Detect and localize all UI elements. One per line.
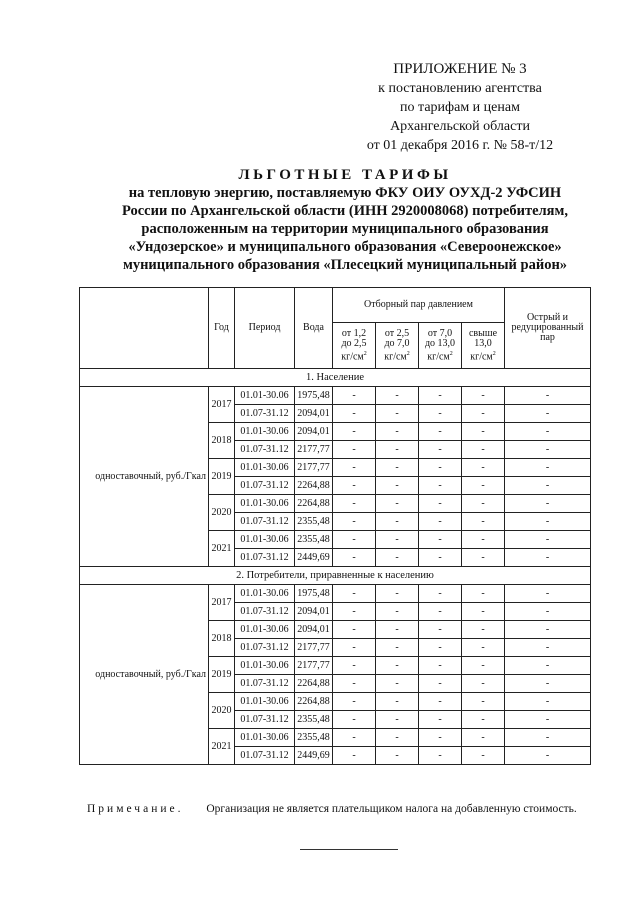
water-tariff-cell: 2264,88 [295,477,333,495]
steam-tariff-cell: - [419,657,462,675]
header-pressure-1: от 1,2 до 2,5 $кг/см^2$ [333,323,376,369]
steam-tariff-cell: - [333,513,376,531]
period-cell: 01.01-30.06 [235,693,295,711]
acute-steam-tariff-cell: - [505,747,591,765]
steam-tariff-cell: - [462,549,505,567]
steam-tariff-cell: - [376,675,419,693]
steam-tariff-cell: - [419,603,462,621]
steam-tariff-cell: - [462,729,505,747]
period-cell: 01.07-31.12 [235,441,295,459]
acute-steam-tariff-cell: - [505,585,591,603]
steam-tariff-cell: - [376,603,419,621]
period-cell: 01.01-30.06 [235,621,295,639]
period-cell: 01.01-30.06 [235,531,295,549]
year-cell: 2019 [209,459,235,495]
year-cell: 2020 [209,693,235,729]
steam-tariff-cell: - [376,441,419,459]
water-tariff-cell: 2355,48 [295,729,333,747]
steam-tariff-cell: - [376,585,419,603]
period-cell: 01.01-30.06 [235,459,295,477]
table-row [80,387,591,405]
steam-tariff-cell: - [376,495,419,513]
steam-tariff-cell: - [419,423,462,441]
steam-tariff-cell: - [333,657,376,675]
year-cell: 2021 [209,531,235,567]
acute-steam-tariff-cell: - [505,405,591,423]
period-cell: 01.07-31.12 [235,603,295,621]
appendix-date: от 01 декабря 2016 г. № 58-т/12 [366,138,554,153]
steam-tariff-cell: - [462,585,505,603]
signature-line [300,849,398,850]
header-water: Вода [295,288,333,369]
steam-tariff-cell: - [462,387,505,405]
period-cell: 01.07-31.12 [235,513,295,531]
acute-steam-tariff-cell: - [505,531,591,549]
steam-tariff-cell: - [333,603,376,621]
period-cell: 01.01-30.06 [235,387,295,405]
steam-tariff-cell: - [462,657,505,675]
steam-tariff-cell: - [462,747,505,765]
steam-tariff-cell: - [376,387,419,405]
period-cell: 01.07-31.12 [235,549,295,567]
acute-steam-tariff-cell: - [505,549,591,567]
steam-tariff-cell: - [419,459,462,477]
steam-tariff-cell: - [419,729,462,747]
section-row [80,369,591,387]
steam-tariff-cell: - [419,675,462,693]
water-tariff-cell: 2355,48 [295,711,333,729]
table-header [80,288,591,369]
steam-tariff-cell: - [462,441,505,459]
water-tariff-cell: 1975,48 [295,387,333,405]
title-line: на тепловую энергию, поставляемую ФКУ ОИУ ОУХД-2 УФСИН [128,185,562,201]
section-title: 2. Потребители, приравненные к населению [80,567,591,585]
water-tariff-cell: 2449,69 [295,747,333,765]
water-tariff-cell: 2094,01 [295,405,333,423]
water-tariff-cell: 2449,69 [295,549,333,567]
acute-steam-tariff-cell: - [505,639,591,657]
steam-tariff-cell: - [419,639,462,657]
water-tariff-cell: 2094,01 [295,603,333,621]
steam-tariff-cell: - [376,549,419,567]
steam-tariff-cell: - [333,405,376,423]
steam-tariff-cell: - [419,711,462,729]
steam-tariff-cell: - [419,747,462,765]
water-tariff-cell: 2264,88 [295,675,333,693]
steam-tariff-cell: - [419,495,462,513]
steam-tariff-cell: - [376,405,419,423]
acute-steam-tariff-cell: - [505,711,591,729]
period-cell: 01.07-31.12 [235,711,295,729]
steam-tariff-cell: - [376,639,419,657]
water-tariff-cell: 2094,01 [295,423,333,441]
steam-tariff-cell: - [333,675,376,693]
title-line: расположенным на территории муниципального образования [141,221,549,237]
title-line: России по Архангельской области (ИНН 2920008068) потребителям, [121,203,568,219]
steam-tariff-cell: - [376,423,419,441]
period-cell: 01.01-30.06 [235,495,295,513]
water-tariff-cell: 2177,77 [295,639,333,657]
steam-tariff-cell: - [462,711,505,729]
steam-tariff-cell: - [462,639,505,657]
note [87,803,577,815]
water-tariff-cell: 2355,48 [295,513,333,531]
acute-steam-tariff-cell: - [505,675,591,693]
steam-tariff-cell: - [376,459,419,477]
table-body [80,369,591,765]
header-steam: Отборный пар давлением [333,288,505,323]
steam-tariff-cell: - [333,693,376,711]
section-row [80,567,591,585]
steam-tariff-cell: - [376,729,419,747]
steam-tariff-cell: - [462,423,505,441]
steam-tariff-cell: - [419,387,462,405]
steam-tariff-cell: - [462,495,505,513]
period-cell: 01.07-31.12 [235,675,295,693]
period-cell: 01.01-30.06 [235,585,295,603]
title-main: ЛЬГОТНЫЕ ТАРИФЫ [238,167,452,183]
steam-tariff-cell: - [376,477,419,495]
steam-tariff-cell: - [419,441,462,459]
acute-steam-tariff-cell: - [505,657,591,675]
period-cell: 01.01-30.06 [235,423,295,441]
appendix-header [0,60,560,155]
steam-tariff-cell: - [419,477,462,495]
appendix-line: Архангельской области [390,119,530,134]
steam-tariff-cell: - [333,711,376,729]
header-acute-steam: Острый и редуцированный пар [505,288,591,369]
appendix-number: ПРИЛОЖЕНИЕ № 3 [393,61,527,77]
period-cell: 01.01-30.06 [235,729,295,747]
acute-steam-tariff-cell: - [505,459,591,477]
header-period: Период [235,288,295,369]
steam-tariff-cell: - [333,639,376,657]
acute-steam-tariff-cell: - [505,477,591,495]
section-title: 1. Население [80,369,591,387]
steam-tariff-cell: - [376,513,419,531]
steam-tariff-cell: - [462,621,505,639]
steam-tariff-cell: - [333,585,376,603]
steam-tariff-cell: - [462,459,505,477]
period-cell: 01.01-30.06 [235,657,295,675]
steam-tariff-cell: - [376,747,419,765]
tariff-table [79,287,591,765]
acute-steam-tariff-cell: - [505,621,591,639]
steam-tariff-cell: - [419,549,462,567]
acute-steam-tariff-cell: - [505,387,591,405]
steam-tariff-cell: - [462,603,505,621]
steam-tariff-cell: - [376,621,419,639]
header-empty-cell [80,288,209,369]
year-cell: 2020 [209,495,235,531]
steam-tariff-cell: - [462,675,505,693]
steam-tariff-cell: - [376,693,419,711]
water-tariff-cell: 2094,01 [295,621,333,639]
appendix-line: по тарифам и ценам [400,100,520,115]
steam-tariff-cell: - [419,513,462,531]
acute-steam-tariff-cell: - [505,423,591,441]
year-cell: 2017 [209,585,235,621]
steam-tariff-cell: - [333,495,376,513]
acute-steam-tariff-cell: - [505,729,591,747]
steam-tariff-cell: - [376,657,419,675]
year-cell: 2021 [209,729,235,765]
steam-tariff-cell: - [333,477,376,495]
period-cell: 01.07-31.12 [235,477,295,495]
steam-tariff-cell: - [462,693,505,711]
year-cell: 2019 [209,657,235,693]
steam-tariff-cell: - [333,387,376,405]
header-pressure-4: свыше 13,0 $кг/см^2$ [462,323,505,369]
water-tariff-cell: 2177,77 [295,657,333,675]
steam-tariff-cell: - [419,585,462,603]
period-cell: 01.07-31.12 [235,639,295,657]
steam-tariff-cell: - [333,549,376,567]
steam-tariff-cell: - [376,531,419,549]
steam-tariff-cell: - [462,477,505,495]
steam-tariff-cell: - [333,423,376,441]
acute-steam-tariff-cell: - [505,495,591,513]
category-cell: одноставочный, руб./Гкал [80,387,209,567]
note-label: Примечание. [87,803,184,815]
note-text: Организация не является плательщиком налога на добавленную стоимость. [206,803,577,815]
water-tariff-cell: 1975,48 [295,585,333,603]
period-cell: 01.07-31.12 [235,747,295,765]
category-cell: одноставочный, руб./Гкал [80,585,209,765]
period-cell: 01.07-31.12 [235,405,295,423]
steam-tariff-cell: - [419,621,462,639]
water-tariff-cell: 2264,88 [295,495,333,513]
header-pressure-2: от 2,5 до 7,0 $кг/см^2$ [376,323,419,369]
steam-tariff-cell: - [333,531,376,549]
steam-tariff-cell: - [419,693,462,711]
water-tariff-cell: 2355,48 [295,531,333,549]
acute-steam-tariff-cell: - [505,441,591,459]
steam-tariff-cell: - [333,729,376,747]
steam-tariff-cell: - [462,531,505,549]
steam-tariff-cell: - [333,459,376,477]
steam-tariff-cell: - [333,747,376,765]
appendix-line: к постановлению агентства [378,81,542,96]
header-pressure-3: от 7,0 до 13,0 $кг/см^2$ [419,323,462,369]
steam-tariff-cell: - [333,441,376,459]
title-line: муниципального образования «Плесецкий муниципальный район» [122,257,568,273]
steam-tariff-cell: - [462,405,505,423]
steam-tariff-cell: - [462,513,505,531]
table-row [80,585,591,603]
document-title [90,166,600,274]
water-tariff-cell: 2177,77 [295,441,333,459]
steam-tariff-cell: - [419,405,462,423]
acute-steam-tariff-cell: - [505,603,591,621]
steam-tariff-cell: - [419,531,462,549]
year-cell: 2017 [209,387,235,423]
acute-steam-tariff-cell: - [505,693,591,711]
year-cell: 2018 [209,621,235,657]
acute-steam-tariff-cell: - [505,513,591,531]
header-year: Год [209,288,235,369]
water-tariff-cell: 2264,88 [295,693,333,711]
title-line: «Ундозерское» и муниципального образования «Североонежское» [128,239,562,255]
water-tariff-cell: 2177,77 [295,459,333,477]
steam-tariff-cell: - [333,621,376,639]
year-cell: 2018 [209,423,235,459]
steam-tariff-cell: - [376,711,419,729]
